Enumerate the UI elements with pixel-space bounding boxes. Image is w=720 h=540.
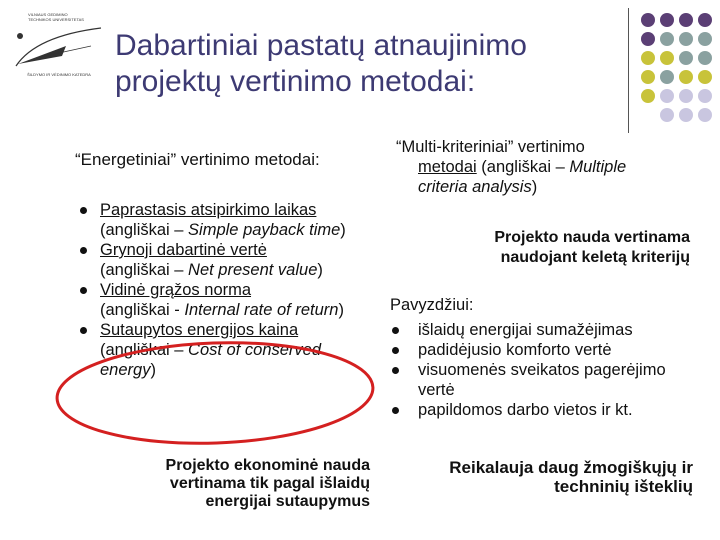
bullet-icon (80, 287, 87, 294)
decorative-dot (641, 89, 655, 103)
decorative-dot (679, 32, 693, 46)
method-prefix: (angliškai – (100, 261, 189, 279)
method-prefix: (angliškai – (100, 341, 189, 359)
decorative-dot-grid (640, 12, 720, 124)
bullet-icon (80, 247, 87, 254)
method-suffix: ) (150, 361, 156, 379)
method-name: Sutaupytos energijos kaina (100, 321, 299, 339)
right-heading-line: “Multi-kriteriniai” vertinimo (396, 138, 585, 156)
heading-english: Multiple (569, 158, 627, 176)
example-text: papildomos darbo vietos ir kt. (418, 401, 633, 419)
decorative-dot (679, 51, 693, 65)
decorative-dot (698, 13, 712, 27)
method-english: Internal rate of return (184, 301, 339, 319)
method-suffix: ) (317, 261, 323, 279)
list-item (80, 280, 380, 320)
university-logo-icon (6, 6, 108, 96)
bullet-icon (392, 367, 399, 374)
bullet-icon (80, 207, 87, 214)
bullet-icon (392, 347, 399, 354)
example-text: išlaidų energijai sumažėjimas (418, 321, 633, 339)
bullet-icon (80, 327, 87, 334)
right-heading (392, 137, 702, 197)
heading-prefix: (angliškai – (476, 158, 570, 176)
heading-methods-word: metodai (418, 158, 477, 176)
decorative-dot (679, 13, 693, 27)
right-bold-note: Projekto nauda vertinama naudojant keletą kriterijų (494, 229, 690, 266)
right-heading-line (392, 157, 702, 177)
title-divider (628, 8, 629, 133)
left-conclusion-note: Projekto ekonominė nauda vertinama tik pagal išlaidų energijai sutaupymus (165, 457, 370, 510)
decorative-dot (698, 89, 712, 103)
method-name: Grynoji dabartinė vertė (100, 241, 267, 259)
example-text: padidėjusio komforto vertė (418, 341, 612, 359)
decorative-dot (679, 89, 693, 103)
heading-suffix: ) (531, 178, 538, 196)
right-heading-line (392, 177, 702, 197)
decorative-dot (679, 70, 693, 84)
logo-top-text: VILNIAUS GEDIMINO TECHNIKOS UNIVERSITETAS (28, 12, 84, 22)
right-conclusion-note: Reikalauja daug žmogiškųjų ir techninių išteklių (449, 458, 693, 496)
decorative-dot (679, 108, 693, 122)
list-item (392, 360, 678, 400)
decorative-dot (641, 51, 655, 65)
example-text: visuomenės sveikatos pagerėjimo vertė (418, 361, 666, 399)
left-heading: “Energetiniai” vertinimo metodai: (75, 150, 320, 169)
method-suffix: ) (338, 301, 344, 319)
list-item (392, 320, 712, 340)
list-item (80, 240, 380, 280)
decorative-dot (698, 70, 712, 84)
decorative-dot (660, 89, 674, 103)
method-prefix: (angliškai - (100, 301, 185, 319)
decorative-dot (641, 70, 655, 84)
method-name: Paprastasis atsipirkimo laikas (100, 201, 317, 219)
method-english: Net present value (188, 261, 318, 279)
decorative-dot (660, 51, 674, 65)
list-item (80, 320, 380, 380)
method-english: Simple payback time (188, 221, 341, 239)
bullet-icon (392, 327, 399, 334)
decorative-dot (698, 108, 712, 122)
list-item (392, 400, 712, 420)
decorative-dot (660, 70, 674, 84)
left-method-list (80, 200, 380, 380)
method-prefix: (angliškai – (100, 221, 189, 239)
method-suffix: ) (340, 221, 346, 239)
method-english: Cost of conserved energy (100, 341, 322, 379)
decorative-dot (698, 32, 712, 46)
decorative-dot (641, 13, 655, 27)
logo-bottom-text: ŠILDYMO IR VĖDINIMO KATEDRA (27, 72, 91, 77)
decorative-dot (660, 108, 674, 122)
heading-english-cont: criteria analysis (418, 178, 532, 196)
bullet-icon (392, 407, 399, 414)
slide-title: Dabartiniai pastatų atnaujinimo projektų vertinimo metodai: (115, 29, 527, 98)
list-item (392, 340, 712, 360)
list-item (80, 200, 380, 240)
decorative-dot (698, 51, 712, 65)
decorative-dot (641, 32, 655, 46)
decorative-dot (660, 32, 674, 46)
method-name: Vidinė grąžos norma (100, 281, 252, 299)
examples-list (392, 320, 712, 420)
examples-label: Pavyzdžiui: (390, 296, 474, 314)
decorative-dot (660, 13, 674, 27)
